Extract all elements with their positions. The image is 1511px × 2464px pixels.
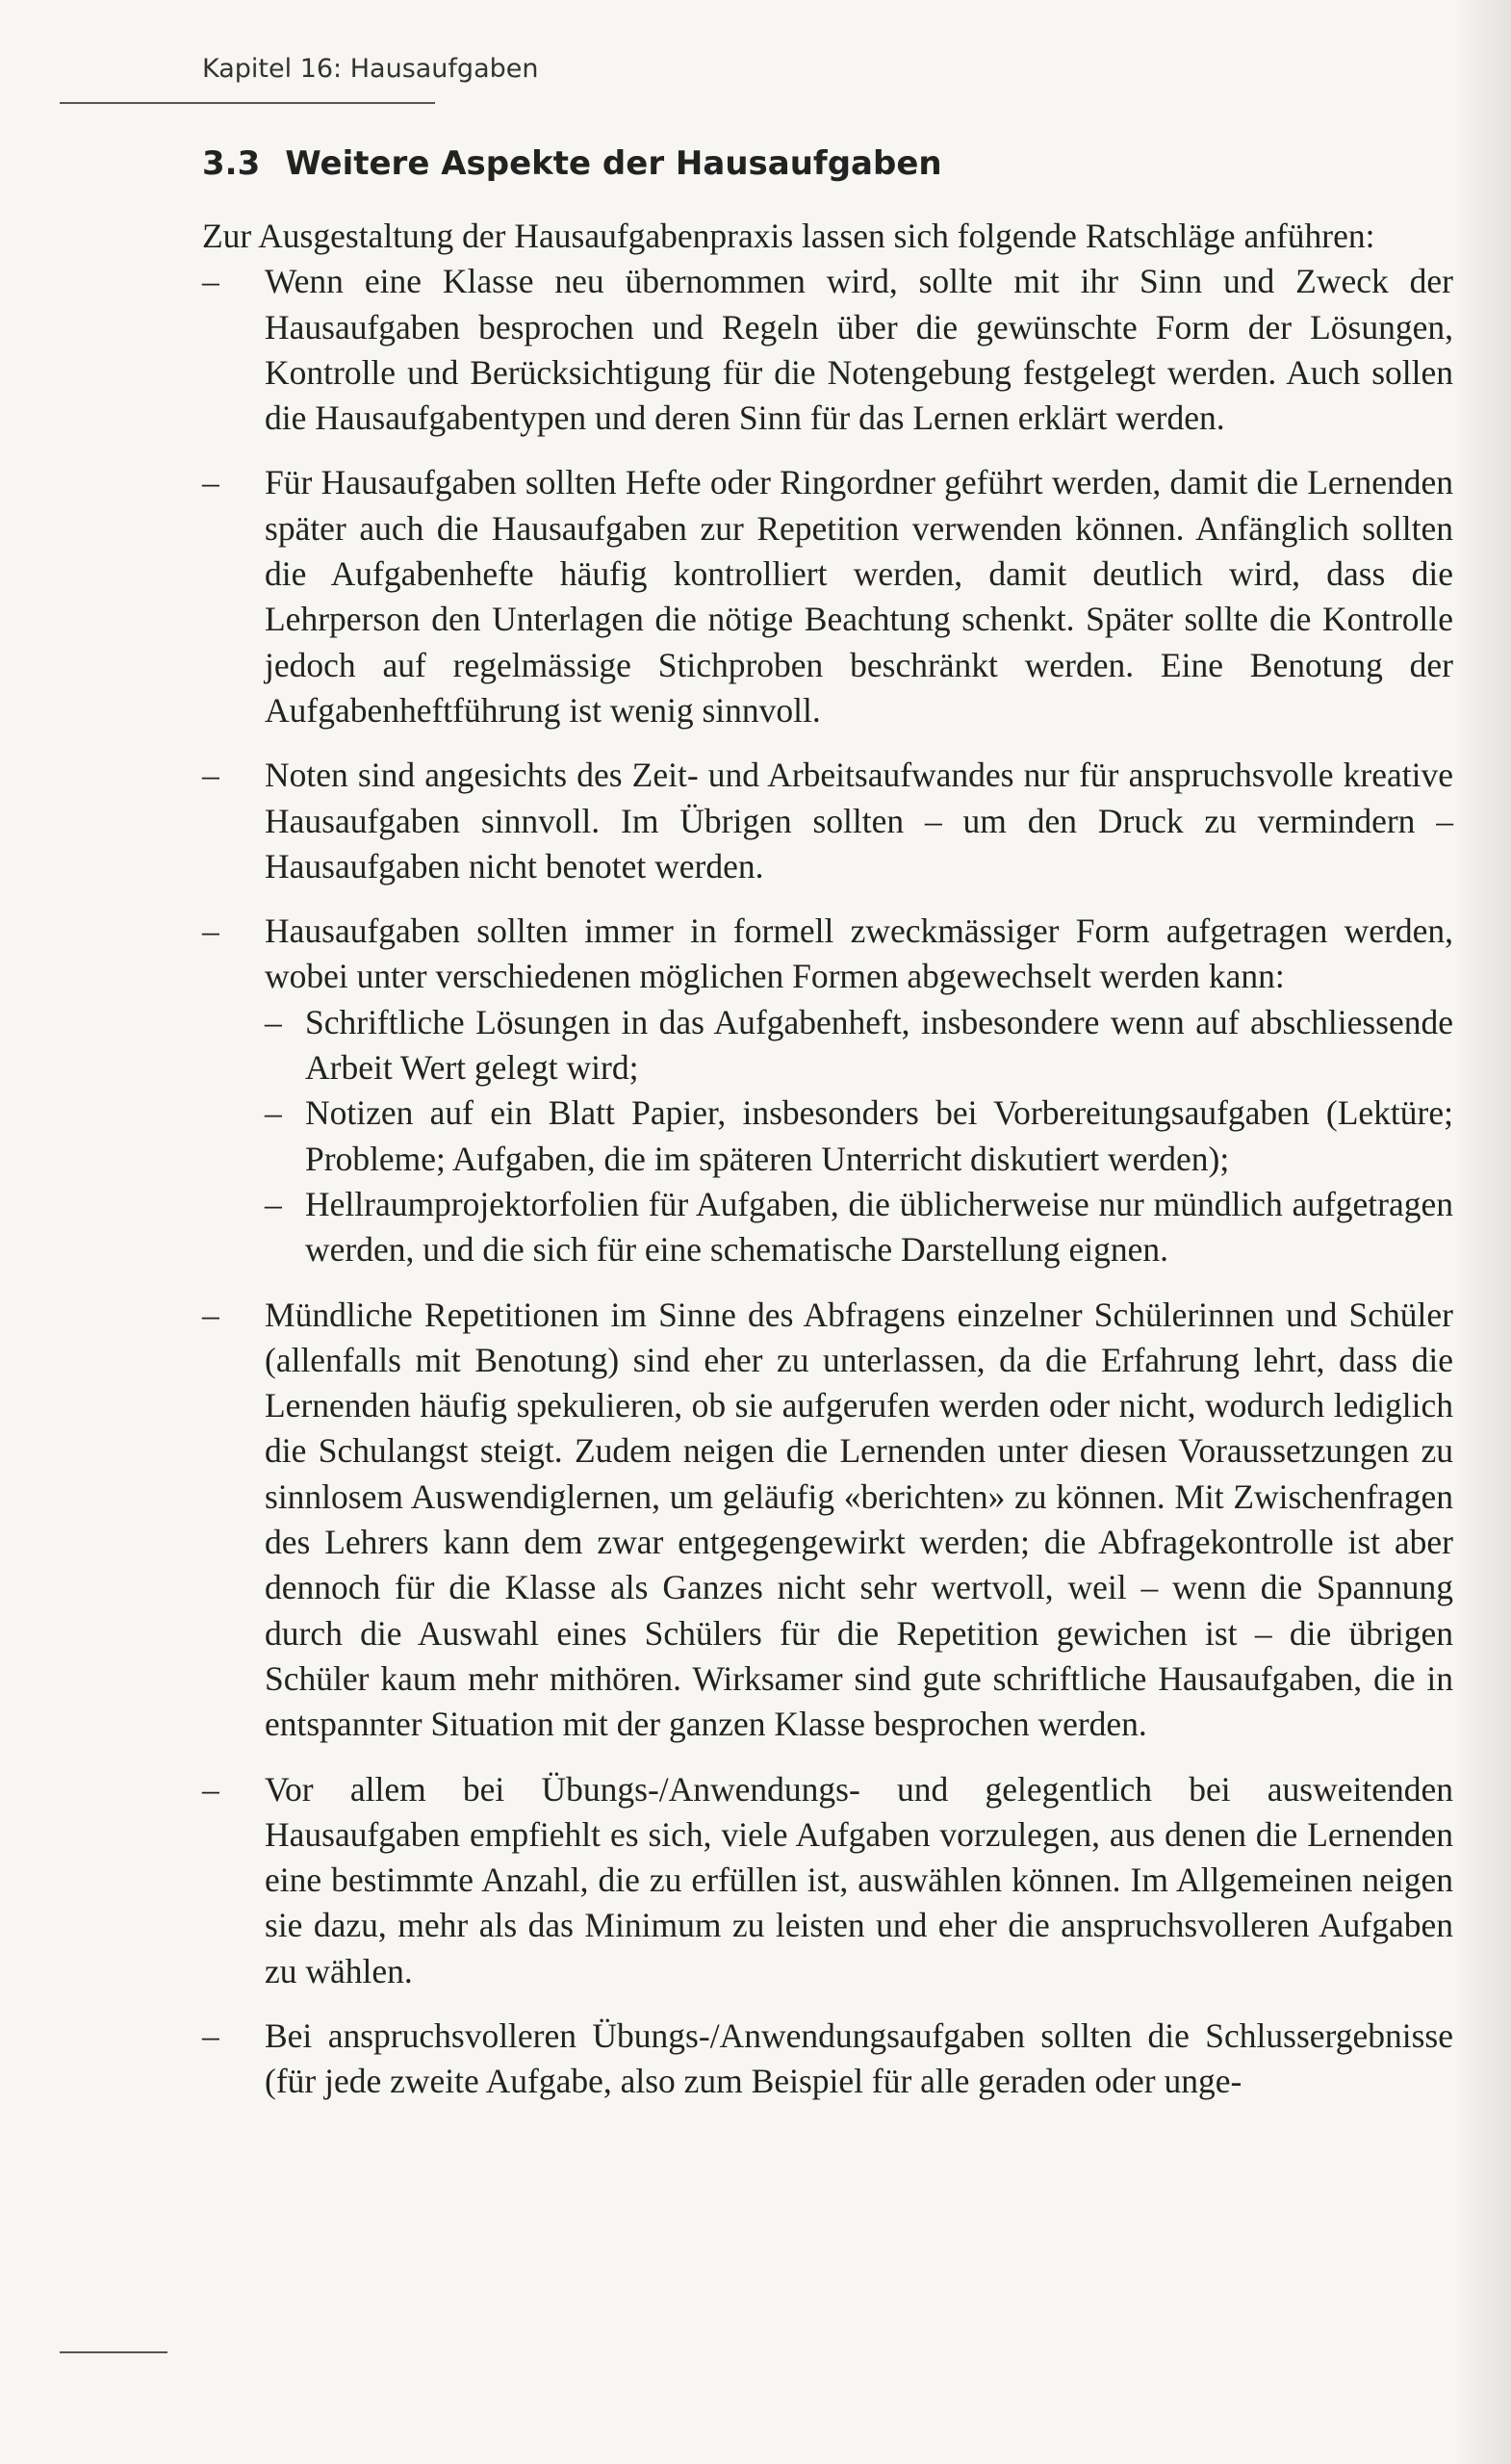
sub-list-item	[265, 1000, 1453, 1091]
list-dash: –	[202, 1295, 219, 1334]
body-text	[202, 214, 1453, 2105]
sub-list-item-text: Hellraumprojektorfolien für Aufgaben, die üblicherweise nur mündlich aufgetragen werden, und die sich für eine schematische Darstellung eignen.	[305, 1184, 1453, 1270]
section-title: Weitere Aspekte der Hausaufgaben	[285, 144, 942, 183]
sub-list-item	[265, 1182, 1453, 1273]
header-rule	[60, 102, 435, 104]
sub-list-item-text: Notizen auf ein Blatt Papier, insbesonders bei Vorbereitungsaufgaben (Lektüre; Probleme; Aufgaben, die im späteren Unterricht diskutiert werden);	[305, 1093, 1453, 1178]
list-dash: –	[202, 756, 219, 795]
list-item	[202, 753, 1453, 889]
list-item-text: Wenn eine Klasse neu übernommen wird, sollte mit ihr Sinn und Zweck der Hausaufgaben besprochen und Regeln über die gewünschte Form der Lösungen, Kontrolle und Berücksichtigung für die Notengebung festgelegt werden. Auch sollen die Hausaufgabentypen und deren Sinn für das Lernen erklärt werden.	[265, 262, 1453, 438]
list-item-text: Bei anspruchsvolleren Übungs-/Anwendungsaufgaben sollten die Schlussergebnisse (für jede zweite Aufgabe, also zum Beispiel für alle geraden oder unge-	[265, 2015, 1453, 2101]
list-item	[202, 1293, 1453, 1748]
section-heading	[202, 144, 942, 183]
sub-list-dash: –	[265, 1002, 282, 1041]
list-dash: –	[202, 262, 219, 301]
list-item-text: Noten sind angesichts des Zeit- und Arbeitsaufwandes nur für anspruchsvolle kreative Hausaufgaben sinnvoll. Im Übrigen sollten – um den Druck zu vermindern – Hausaufgaben nicht benotet werden.	[265, 756, 1453, 886]
list-dash: –	[202, 911, 219, 951]
list-item	[202, 460, 1453, 733]
list-item-text: Für Hausaufgaben sollten Hefte oder Ringordner geführt werden, damit die Lernenden später auch die Hausaufgaben zur Repetition verwenden können. Anfänglich sollten die Aufgabenhefte häufig kontrolliert werden, damit deutlich wird, dass die Lehrperson den Unterlagen die nötige Beachtung schenkt. Später sollte die Kontrolle jedoch auf regelmässige Stichproben beschränkt werden. Eine Benotung der Aufgabenheftführung ist wenig sinnvoll.	[265, 463, 1453, 730]
list-item-text: Hausaufgaben sollten immer in formell zweckmässiger Form aufgetragen werden, wobei unter verschiedenen möglichen Formen abgewechselt werden kann:	[265, 911, 1453, 996]
list-item	[202, 909, 1453, 1272]
intro-paragraph: Zur Ausgestaltung der Hausaufgabenpraxis lassen sich folgende Ratschläge anführen:	[202, 217, 1375, 255]
list-item-text: Mündliche Repetitionen im Sinne des Abfragens einzelner Schülerinnen und Schüler (allenfalls mit Benotung) sind eher zu unterlassen, da die Erfahrung lehrt, dass die Lernenden häufig spekulieren, ob sie aufgerufen werden oder nicht, wodurch lediglich die Schulangst steigt. Zudem neigen die Lernenden unter diesen Voraussetzungen zu sinnlosem Auswendiglernen, um geläufig «berichten» zu können. Mit Zwischenfragen des Lehrers kann dem zwar entgegengewirkt werden; die Abfragekontrolle ist aber dennoch für die Klasse als Ganzes nicht sehr wertvoll, weil – wenn die Spannung durch die Auswahl eines Schülers für die Repetition gewichen ist – die übrigen Schüler kaum mehr mithören. Wirksamer sind gute schriftliche Hausaufgaben, die in entspannter Situation mit der ganzen Klasse besprochen werden.	[265, 1295, 1453, 1744]
page-gutter-shadow	[1453, 0, 1511, 2464]
footer-rule	[60, 2351, 167, 2353]
list-dash: –	[202, 463, 219, 502]
sub-list	[265, 1000, 1453, 1273]
sub-list-dash: –	[265, 1184, 282, 1223]
sub-list-item	[265, 1091, 1453, 1182]
list-item-text: Vor allem bei Übungs-/Anwendungs- und gelegentlich bei ausweitenden Hausaufgaben empfiehlt es sich, viele Aufgaben vorzulegen, aus denen die Lernenden eine bestimmte Anzahl, die zu erfüllen ist, auswählen können. Im Allgemeinen neigen sie dazu, mehr als das Minimum zu leisten und eher die anspruchsvolleren Aufgaben zu wählen.	[265, 1769, 1453, 1990]
sub-list-dash: –	[265, 1093, 282, 1133]
running-head: Kapitel 16: Hausaufgaben	[202, 54, 539, 84]
list-item	[202, 1767, 1453, 1994]
section-number: 3.3	[202, 144, 261, 183]
sub-list-item-text: Schriftliche Lösungen in das Aufgabenheft, insbesondere wenn auf abschliessende Arbeit Wert gelegt wird;	[305, 1002, 1453, 1088]
list-dash: –	[202, 2015, 219, 2055]
list-item	[202, 259, 1453, 441]
list-item	[202, 2014, 1453, 2105]
list-dash: –	[202, 1769, 219, 1809]
